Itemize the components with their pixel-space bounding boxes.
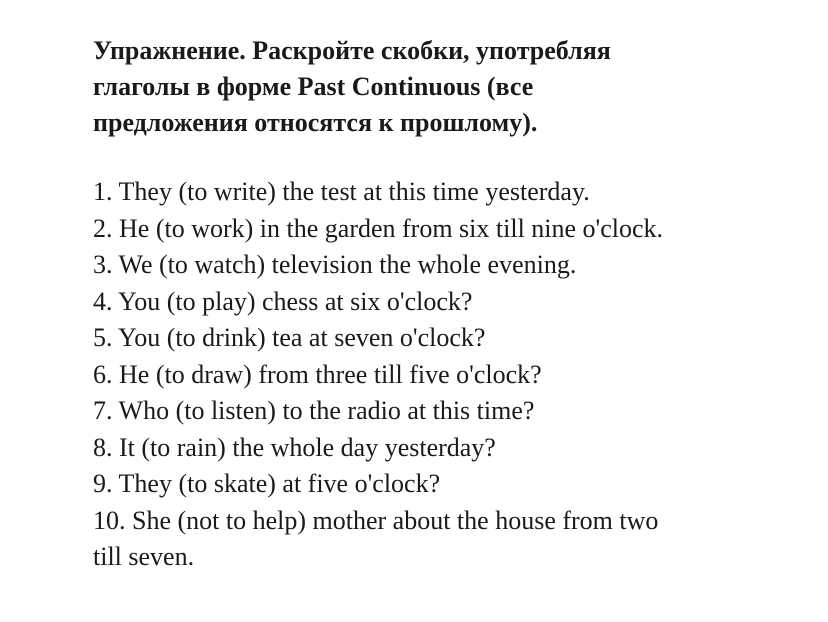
sentence-item-7: 7. Who (to listen) to the radio at this time? [93,396,535,425]
sentence-item-3: 3. We (to watch) television the whole evening. [93,250,577,279]
exercise-title [93,33,793,141]
sentence-item-4: 4. You (to play) chess at six o'clock? [93,286,473,316]
sentence-item-10: 10. She (not to help) mother about the house from two [93,505,659,535]
sentence-item-10-continued: till seven. [93,542,195,571]
sentence-item-9: 9. They (to skate) at five o'clock? [93,469,441,498]
sentence-item-5: 5. You (to drink) tea at seven o'clock? [93,323,486,352]
sentence-item-8: 8. It (to rain) the whole day yesterday? [93,432,496,462]
title-line: глаголы в форме Past Continuous (все [93,72,534,101]
sentence-item-2: 2. He (to work) in the garden from six till nine o'clock. [93,213,664,243]
exercise-sentence-list [93,174,793,576]
title-line: предложения относятся к прошлому). [93,108,538,137]
title-line: Упражнение. Раскройте скобки, употребляя [93,36,611,65]
sentence-item-1: 1. They (to write) the test at this time yesterday. [93,177,590,206]
sentence-item-6: 6. He (to draw) from three till five o'clock? [93,359,542,389]
